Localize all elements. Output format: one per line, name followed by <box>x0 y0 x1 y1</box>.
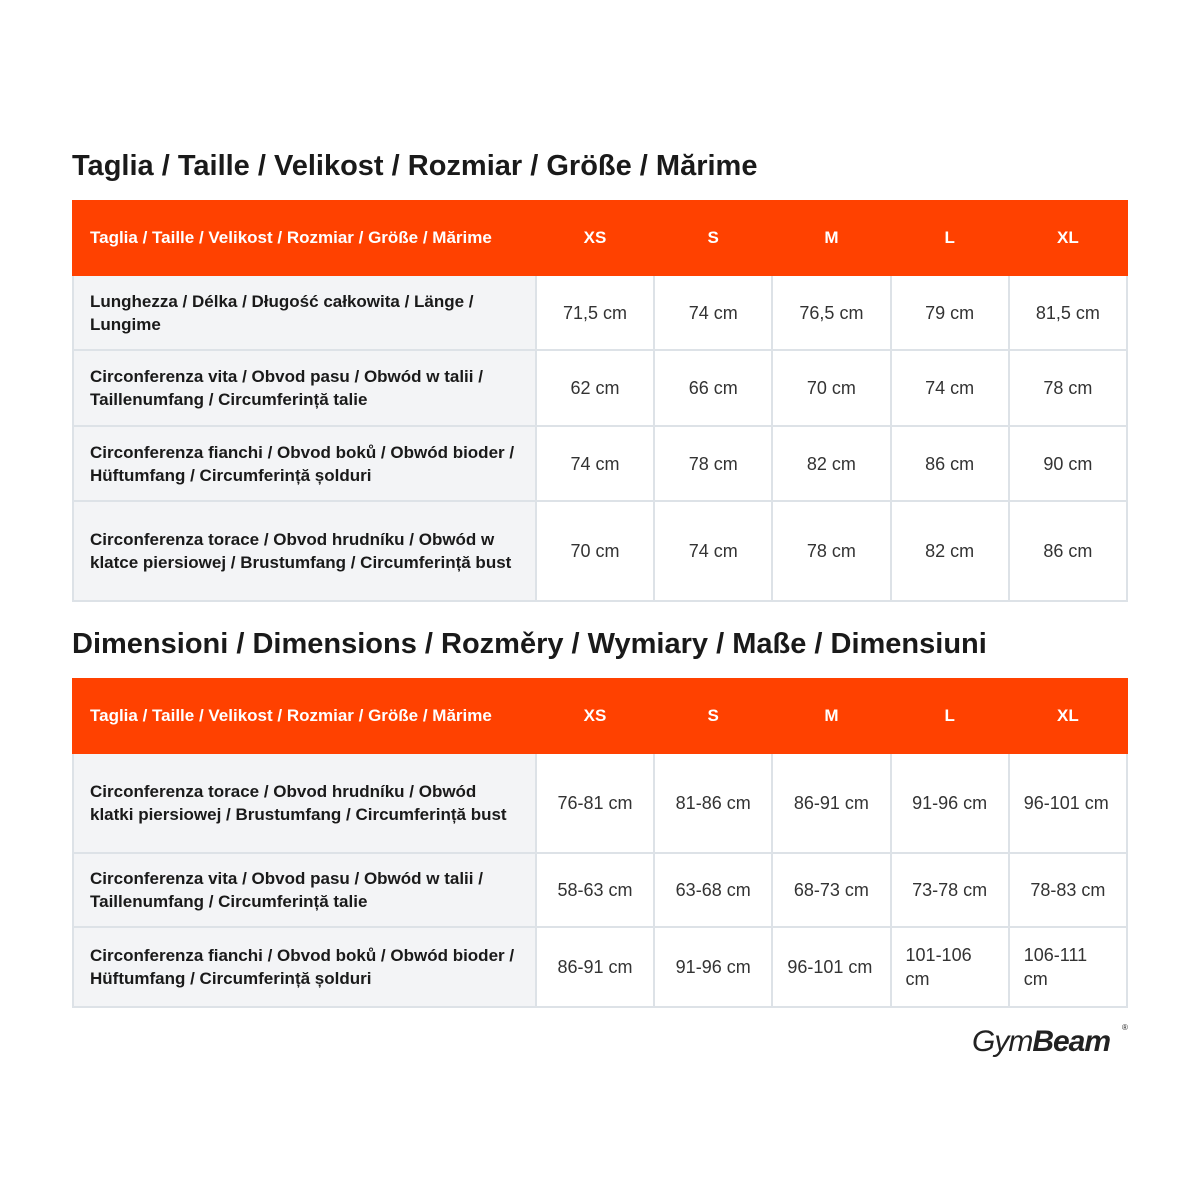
row-label-waist: Circonferenza vita / Obvod pasu / Obwód w talii / Taillenumfang / Circumferință talie <box>73 853 536 927</box>
table-cell: 74 cm <box>654 275 772 350</box>
table-cell: 62 cm <box>536 350 654 426</box>
table-cell: 82 cm <box>891 501 1009 601</box>
table-cell: 58-63 cm <box>536 853 654 927</box>
table-cell: 66 cm <box>654 350 772 426</box>
table-cell: 91-96 cm <box>891 753 1009 853</box>
table-cell: 82 cm <box>772 426 890 501</box>
header-size-s: S <box>654 201 772 275</box>
table-cell: 71,5 cm <box>536 275 654 350</box>
table-cell: 90 cm <box>1009 426 1127 501</box>
size-section-title: Taglia / Taille / Velikost / Rozmiar / Größe / Mărime <box>72 150 758 182</box>
table-row <box>73 350 1127 426</box>
row-label-chest: Circonferenza torace / Obvod hrudníku / Obwód w klatce piersiowej / Brustumfang / Circumferință bust <box>73 501 536 601</box>
table-cell: 76,5 cm <box>772 275 890 350</box>
table-cell: 74 cm <box>654 501 772 601</box>
table-cell: 78 cm <box>772 501 890 601</box>
header-size-label: Taglia / Taille / Velikost / Rozmiar / Größe / Mărime <box>73 201 536 275</box>
header-size-xs: XS <box>536 201 654 275</box>
table-row <box>73 753 1127 853</box>
table-cell: 91-96 cm <box>654 927 772 1007</box>
header-size-xs: XS <box>536 679 654 753</box>
table-row <box>73 853 1127 927</box>
table-cell: 96-101 cm <box>1009 753 1127 853</box>
table-cell: 78 cm <box>1009 350 1127 426</box>
registered-mark: ® <box>1122 1023 1128 1032</box>
header-size-l: L <box>891 679 1009 753</box>
table-cell: 86-91 cm <box>536 927 654 1007</box>
logo-text-beam: Beam <box>1032 1025 1111 1058</box>
table-cell: 106-111 cm <box>1009 927 1127 1007</box>
table-cell: 78 cm <box>654 426 772 501</box>
table-row <box>73 426 1127 501</box>
table-cell: 73-78 cm <box>891 853 1009 927</box>
table-cell: 81,5 cm <box>1009 275 1127 350</box>
table-cell: 81-86 cm <box>654 753 772 853</box>
table-cell: 76-81 cm <box>536 753 654 853</box>
table-header-row <box>73 679 1127 753</box>
row-label-waist: Circonferenza vita / Obvod pasu / Obwód w talii / Taillenumfang / Circumferință talie <box>73 350 536 426</box>
table-row <box>73 501 1127 601</box>
table-cell: 68-73 cm <box>772 853 890 927</box>
header-size-m: M <box>772 679 890 753</box>
header-size-m: M <box>772 201 890 275</box>
header-size-xl: XL <box>1009 679 1127 753</box>
table-cell: 78-83 cm <box>1009 853 1127 927</box>
header-size-xl: XL <box>1009 201 1127 275</box>
table-cell: 96-101 cm <box>772 927 890 1007</box>
size-table <box>72 200 1128 602</box>
table-cell: 74 cm <box>536 426 654 501</box>
table-row <box>73 927 1127 1007</box>
dimensions-table <box>72 678 1128 1008</box>
header-size-l: L <box>891 201 1009 275</box>
table-cell: 86-91 cm <box>772 753 890 853</box>
row-label-length: Lunghezza / Délka / Długość całkowita / Länge / Lungime <box>73 275 536 350</box>
table-cell: 86 cm <box>891 426 1009 501</box>
row-label-hips: Circonferenza fianchi / Obvod boků / Obwód bioder / Hüftumfang / Circumferință șolduri <box>73 426 536 501</box>
table-cell: 86 cm <box>1009 501 1127 601</box>
table-cell: 70 cm <box>772 350 890 426</box>
row-label-hips: Circonferenza fianchi / Obvod boků / Obwód bioder / Hüftumfang / Circumferință șolduri <box>73 927 536 1007</box>
header-size-s: S <box>654 679 772 753</box>
table-cell: 70 cm <box>536 501 654 601</box>
table-cell: 74 cm <box>891 350 1009 426</box>
gymbeam-logo <box>972 1022 1132 1062</box>
dimensions-section-title: Dimensioni / Dimensions / Rozměry / Wymiary / Maße / Dimensiuni <box>72 628 987 660</box>
table-row <box>73 275 1127 350</box>
header-size-label: Taglia / Taille / Velikost / Rozmiar / Größe / Mărime <box>73 679 536 753</box>
table-cell: 79 cm <box>891 275 1009 350</box>
table-header-row <box>73 201 1127 275</box>
table-cell: 101-106 cm <box>891 927 1009 1007</box>
logo-text-gym: Gym <box>972 1025 1033 1058</box>
table-cell: 63-68 cm <box>654 853 772 927</box>
row-label-chest: Circonferenza torace / Obvod hrudníku / Obwód klatki piersiowej / Brustumfang / Circumferință bust <box>73 753 536 853</box>
